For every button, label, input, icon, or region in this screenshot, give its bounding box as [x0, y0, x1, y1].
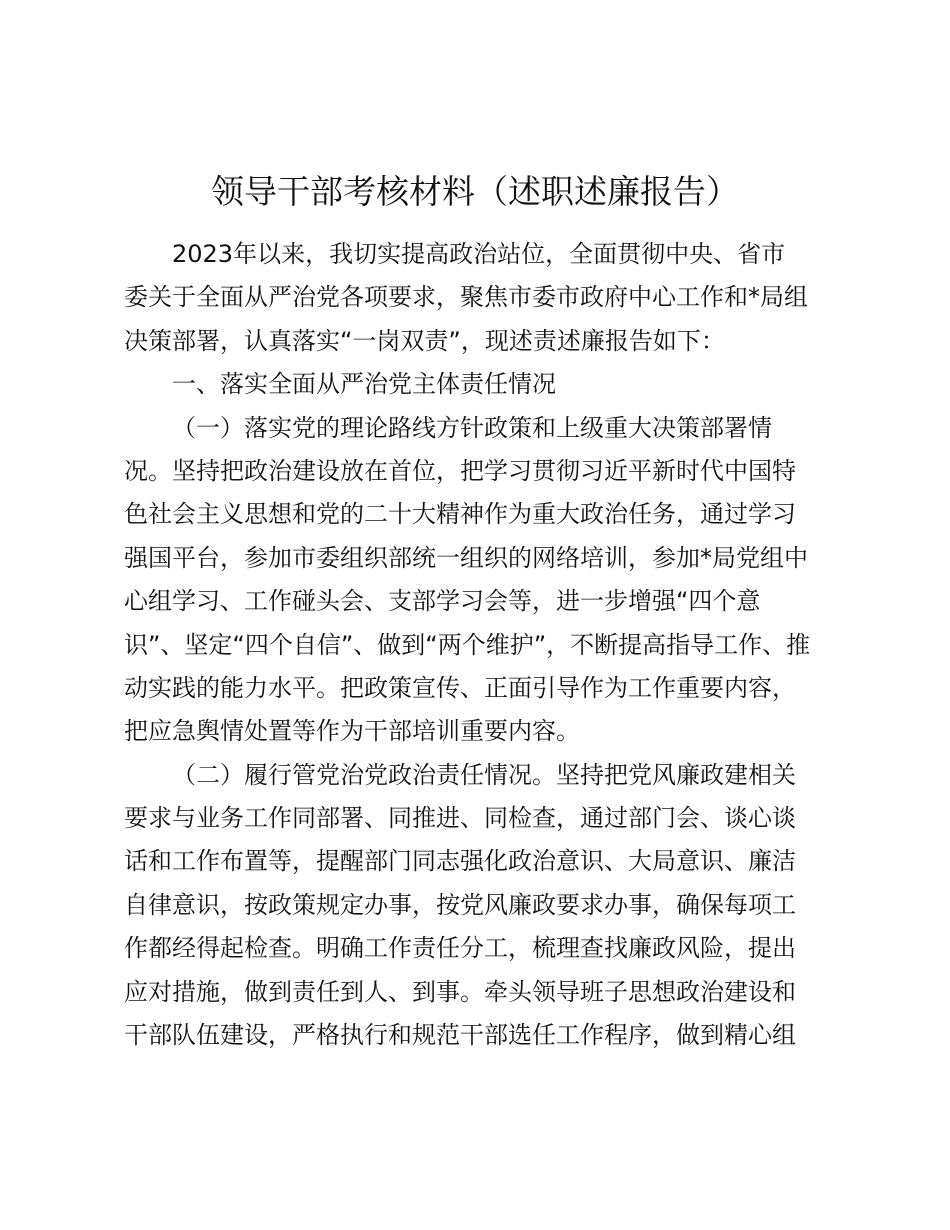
paragraph-line: 自律意识，按政策规定办事，按党风廉政要求办事，确保每项工	[124, 890, 796, 919]
paragraph-line: 心组学习、工作碰头会、支部学习会等，进一步增强“四个意	[124, 587, 761, 616]
paragraph-line: 强国平台，参加市委组织部统一组织的网络培训，参加*局党组中	[124, 543, 808, 572]
paragraph-line: 色社会主义思想和党的二十大精神作为重大政治任务，通过学习	[124, 500, 796, 529]
paragraph-line: 况。坚持把政治建设放在首位，把学习贯彻习近平新时代中国特	[124, 456, 796, 485]
paragraph-line: 干部队伍建设，严格执行和规范干部选任工作程序，做到精心组	[124, 1021, 796, 1050]
document-body	[124, 233, 836, 1057]
paragraph-line: （二）履行管党治党政治责任情况。坚持把党风廉政建相关	[172, 760, 796, 789]
paragraph-line: 把应急舆情处置等作为干部培训重要内容。	[124, 717, 580, 746]
paragraph-line: 要求与业务工作同部署、同推进、同检查，通过部门会、谈心谈	[124, 804, 796, 833]
paragraph-line: 话和工作布置等，提醒部门同志强化政治意识、大局意识、廉洁	[124, 847, 796, 876]
paragraph-line: 作都经得起检查。明确工作责任分工，梳理查找廉政风险，提出	[124, 934, 796, 963]
paragraph-line: 动实践的能力水平。把政策宣传、正面引导作为工作重要内容，	[124, 673, 796, 702]
document-title: 领导干部考核材料（述职述廉报告）	[211, 172, 739, 211]
paragraph-line: （一）落实党的理论路线方针政策和上级重大决策部署情	[172, 413, 772, 442]
paragraph-line: 应对措施，做到责任到人、到事。牵头领导班子思想政治建设和	[124, 977, 796, 1006]
section-heading: 一、落实全面从严治党主体责任情况	[172, 370, 556, 399]
paragraph-line: 识”、坚定“四个自信”、做到“两个维护”，不断提高指导工作、推	[124, 630, 811, 659]
paragraph-line: 委关于全面从严治党各项要求，聚焦市委市政府中心工作和*局组	[124, 283, 808, 312]
paragraph-line: 决策部署，认真落实“一岗双责”，现述责述廉报告如下：	[124, 326, 725, 355]
paragraph-line: 2023年以来，我切实提高政治站位，全面贯彻中央、省市	[172, 240, 786, 268]
